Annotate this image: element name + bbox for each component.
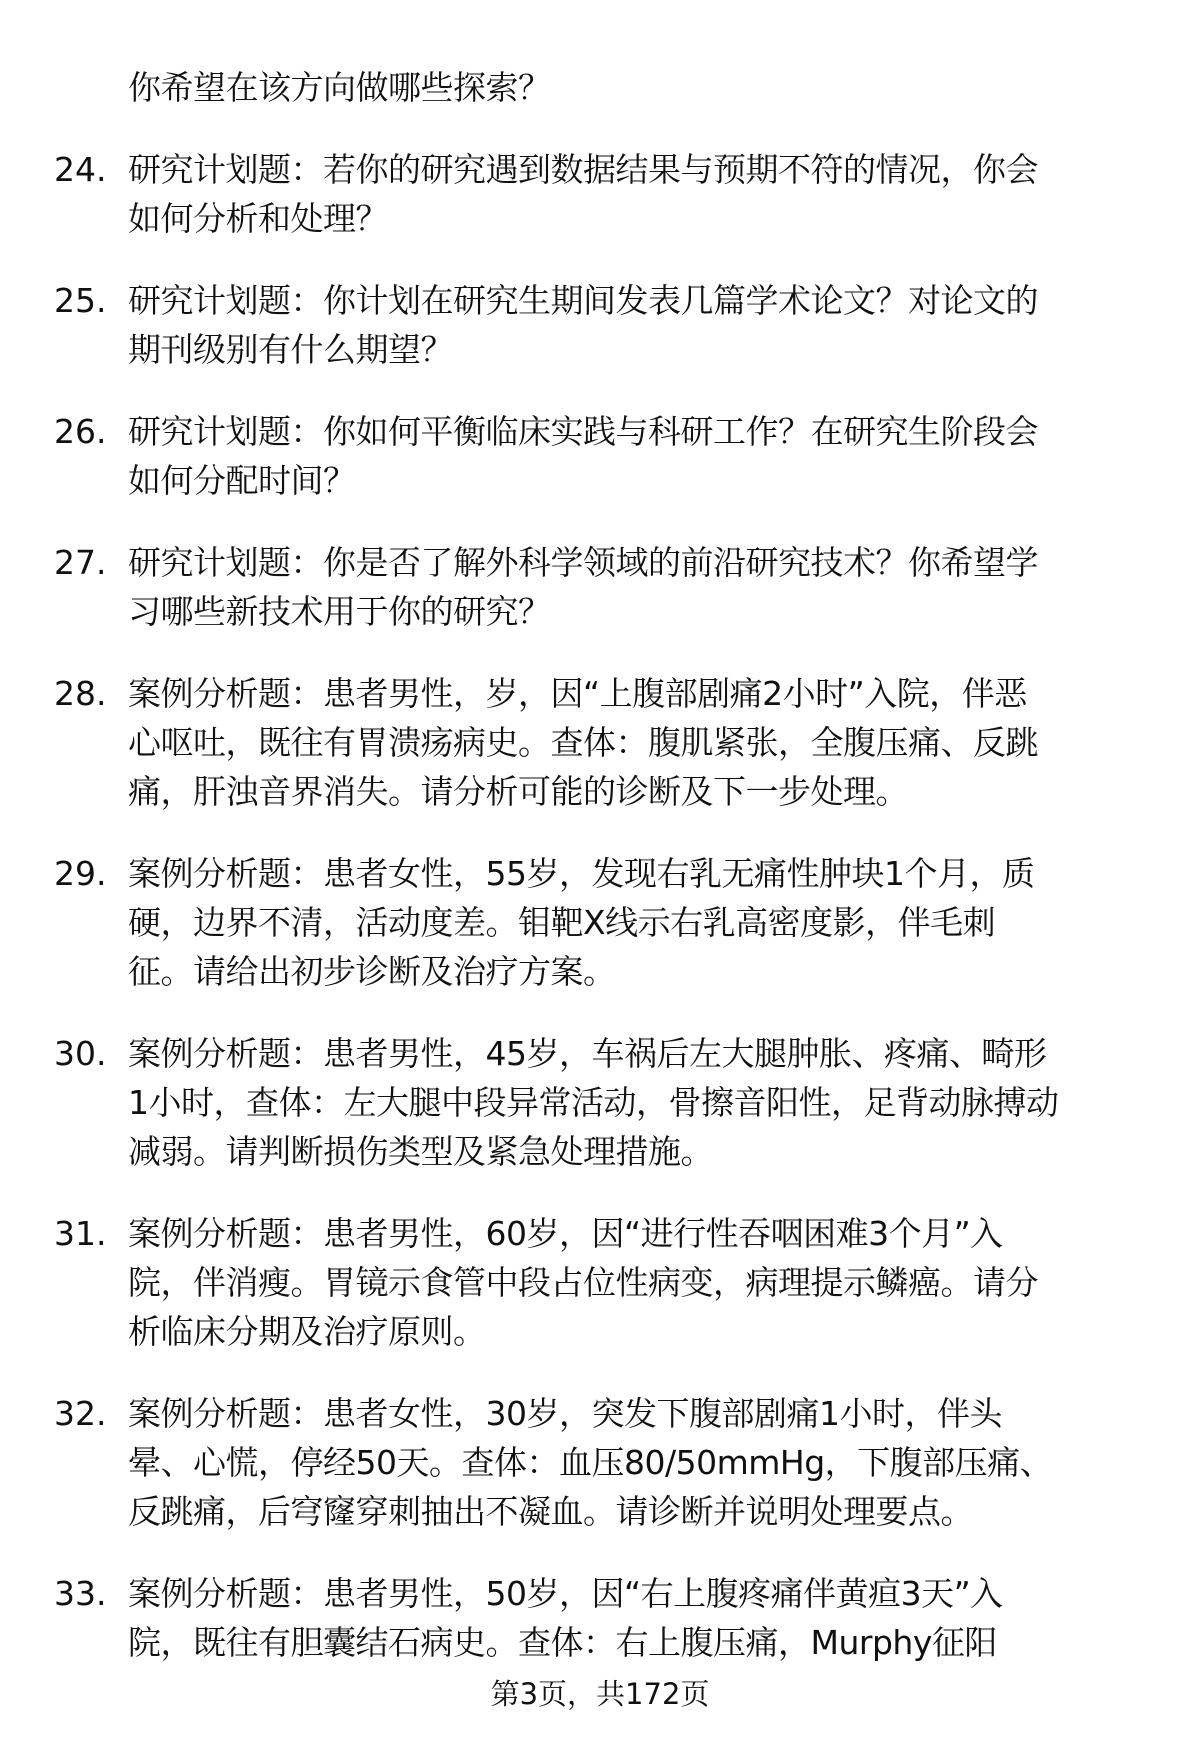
question-item [0,538,1200,636]
question-number: 25. [54,281,107,320]
page-number: 第3页，共172页 [490,1677,710,1711]
question-text-line: 期刊级别有什么期望？ [128,330,453,369]
question-text-line: 研究计划题：你计划在研究生期间发表几篇学术论文？对论文的 [128,281,1038,320]
question-text-line: 痛，肝浊音界消失。请分析可能的诊断及下一步处理。 [128,772,908,811]
question-text-line: 1小时，查体：左大腿中段异常活动，骨擦音阳性，足背动脉搏动 [128,1083,1059,1122]
question-text-line: 如何分析和处理？ [128,199,388,238]
question-item [0,1569,1200,1667]
question-item [0,63,1200,112]
question-number: 24. [54,150,107,189]
question-text-line: 研究计划题：你是否了解外科学领域的前沿研究技术？你希望学 [128,543,1038,582]
question-item [0,669,1200,816]
question-number: 27. [54,543,107,582]
question-text-line: 院，既往有胆囊结石病史。查体：右上腹压痛，Murphy征阳 [128,1623,997,1662]
question-text-line: 案例分析题：患者男性，50岁，因“右上腹疼痛伴黄疸3天”入 [128,1574,1003,1613]
question-item [0,849,1200,996]
question-number: 33. [54,1574,107,1613]
question-item [0,145,1200,243]
question-text-line: 案例分析题：患者女性，30岁，突发下腹部剧痛1小时，伴头 [128,1394,1002,1433]
question-number: 29. [54,854,107,893]
question-text-line: 你希望在该方向做哪些探索？ [128,68,551,107]
question-item [0,407,1200,505]
question-text-line: 心呕吐，既往有胃溃疡病史。查体：腹肌紧张，全腹压痛、反跳 [128,723,1038,762]
question-text-line: 反跳痛，后穹窿穿刺抽出不凝血。请诊断并说明处理要点。 [128,1492,973,1531]
question-text-line: 案例分析题：患者男性，45岁，车祸后左大腿肿胀、疼痛、畸形 [128,1034,1047,1073]
question-item [0,1029,1200,1176]
question-text-line: 案例分析题：患者男性，60岁，因“进行性吞咽困难3个月”入 [128,1214,1003,1253]
question-number: 32. [54,1394,107,1433]
question-text-line: 如何分配时间？ [128,461,356,500]
question-text-line: 习哪些新技术用于你的研究？ [128,592,551,631]
question-item [0,1389,1200,1536]
question-list [0,63,1200,1700]
question-number: 28. [54,674,107,713]
question-text-line: 案例分析题：患者男性，岁，因“上腹部剧痛2小时”入院，伴恶 [128,674,1027,713]
question-text-line: 减弱。请判断损伤类型及紧急处理措施。 [128,1132,713,1171]
question-text-line: 案例分析题：患者女性，55岁，发现右乳无痛性肿块1个月，质 [128,854,1035,893]
question-text-line: 研究计划题：若你的研究遇到数据结果与预期不符的情况，你会 [128,150,1038,189]
question-text-line: 硬，边界不清，活动度差。钼靶X线示右乳高密度影，伴毛刺 [128,903,996,942]
question-text-line: 研究计划题：你如何平衡临床实践与科研工作？在研究生阶段会 [128,412,1038,451]
question-text-line: 析临床分期及治疗原则。 [128,1312,486,1351]
question-text-line: 晕、心慌，停经50天。查体：血压80/50mmHg，下腹部压痛、 [128,1443,1053,1482]
question-text-line: 院，伴消瘦。胃镜示食管中段占位性病变，病理提示鳞癌。请分 [128,1263,1038,1302]
question-item [0,1209,1200,1356]
question-text-line: 征。请给出初步诊断及治疗方案。 [128,952,616,991]
question-number: 26. [54,412,107,451]
question-item [0,276,1200,374]
question-number: 31. [54,1214,107,1253]
question-number: 30. [54,1034,107,1073]
